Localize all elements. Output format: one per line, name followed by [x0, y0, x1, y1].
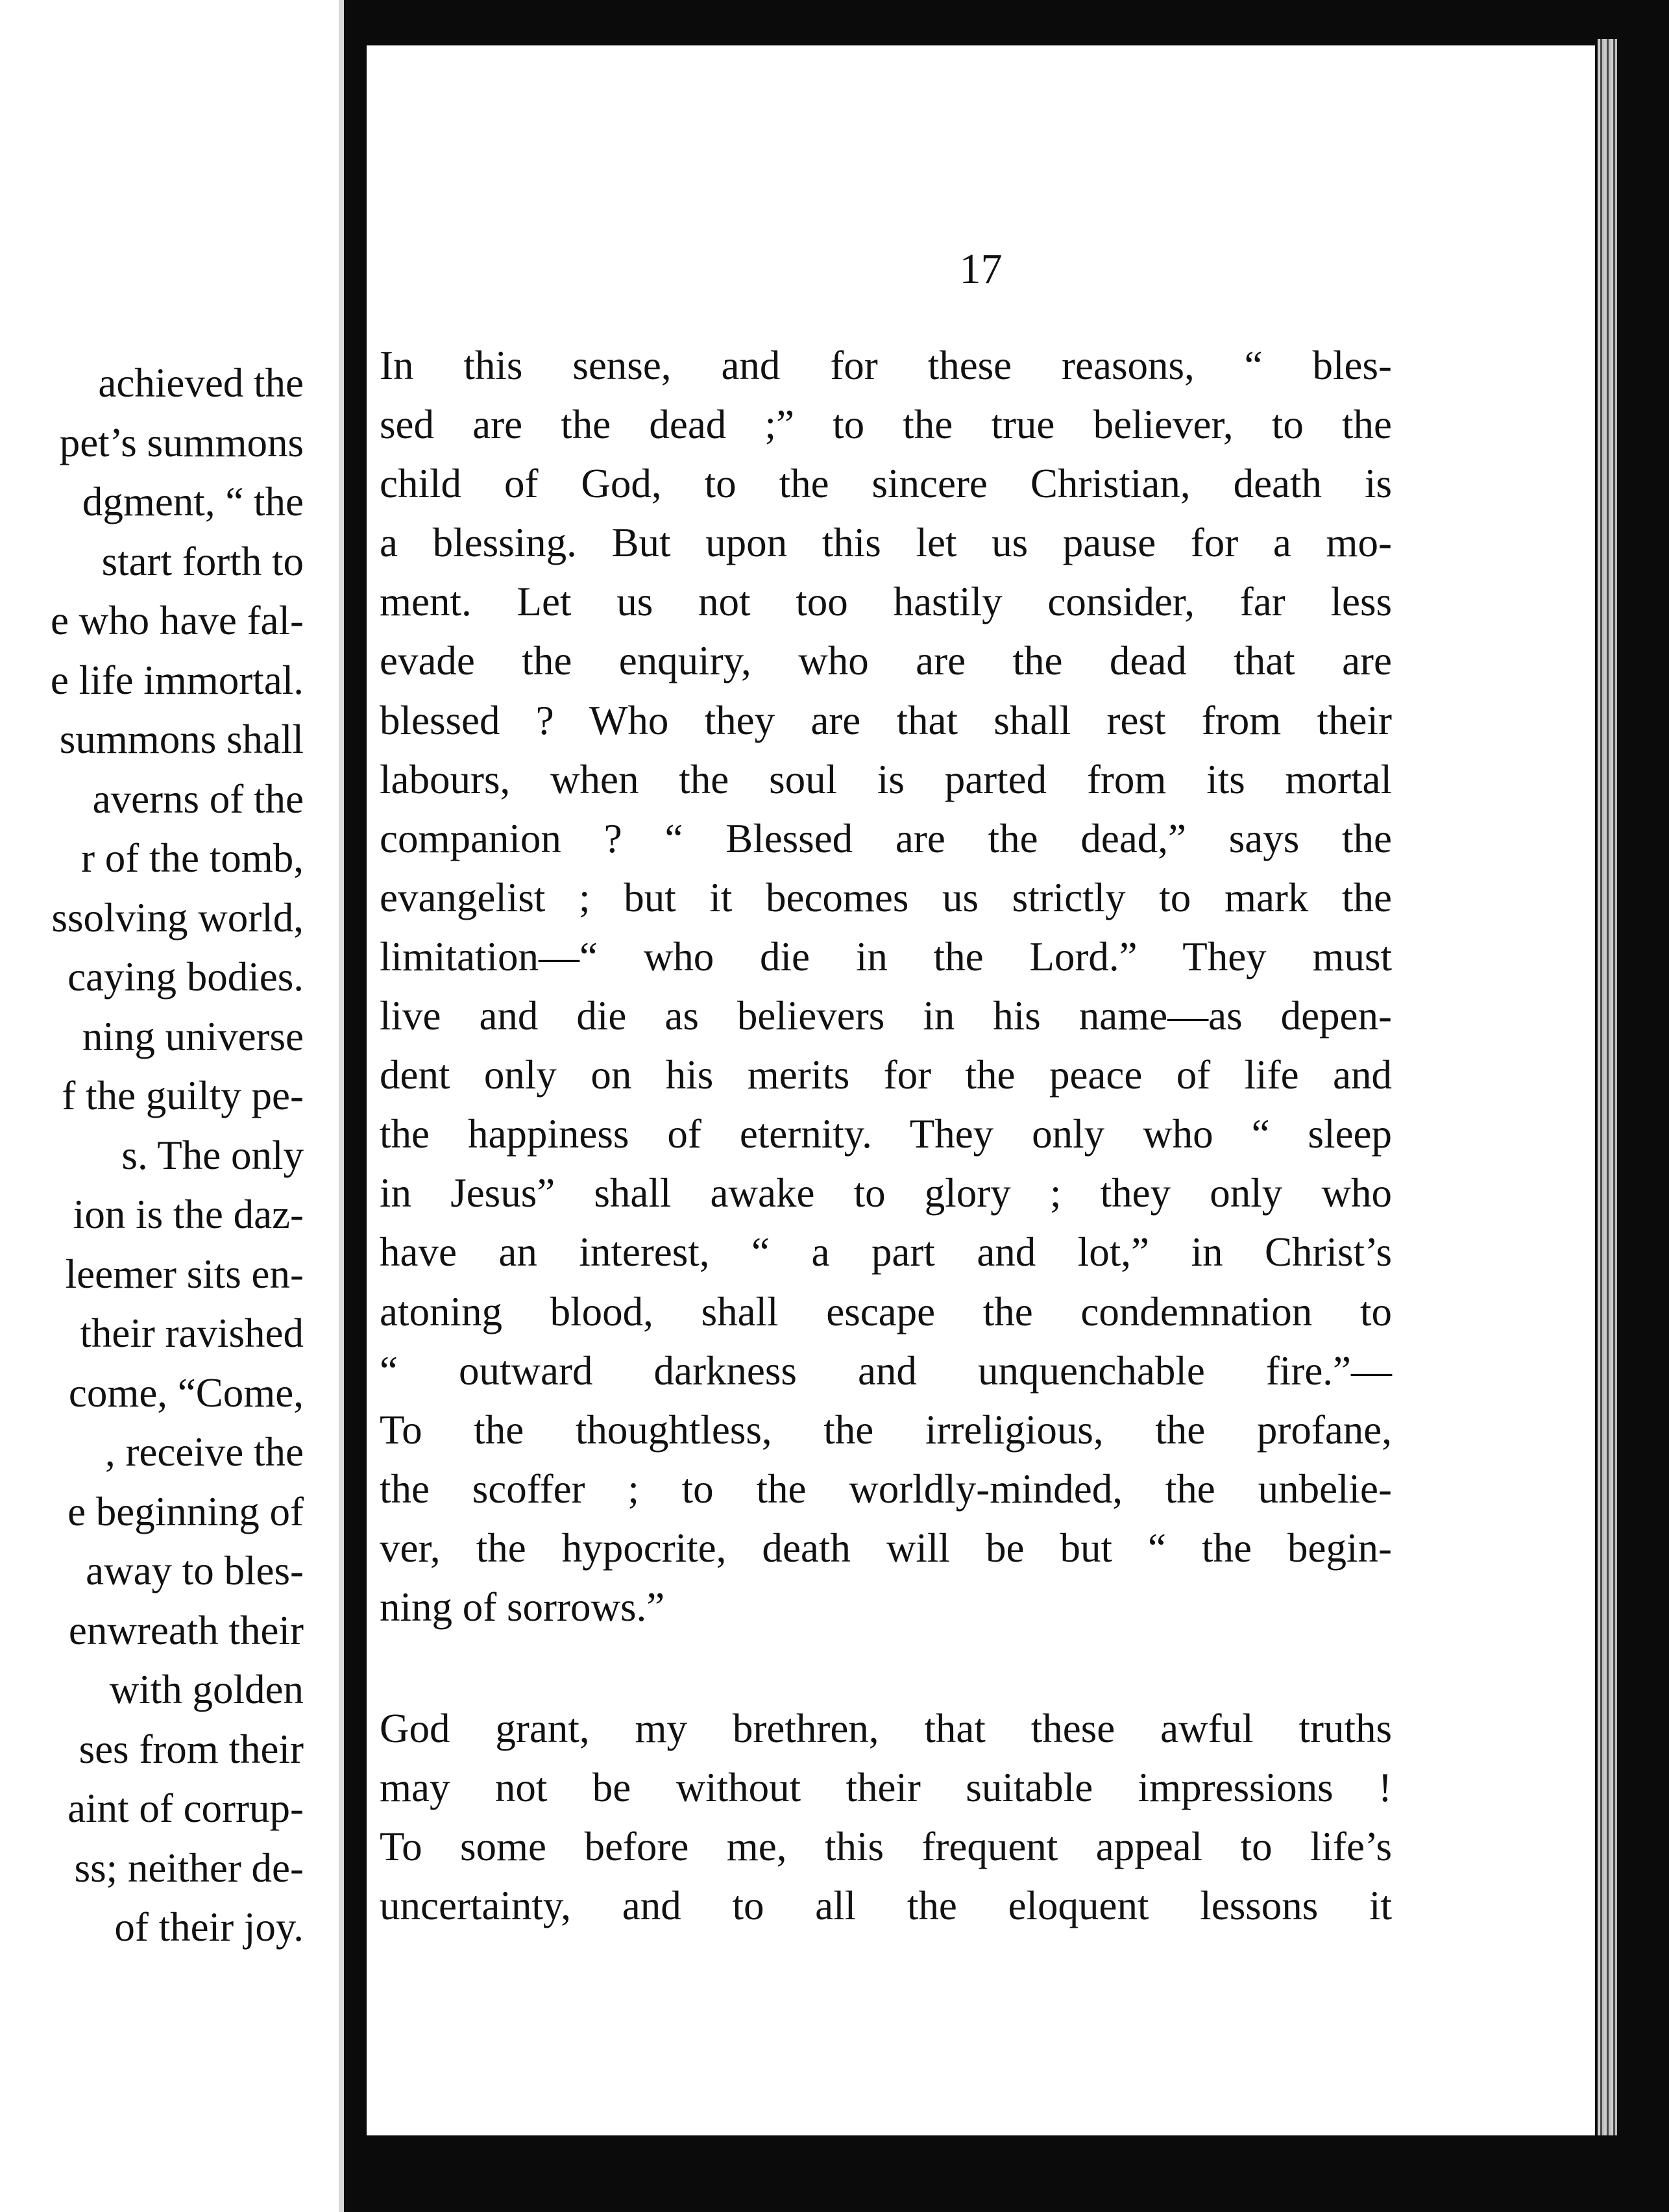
text-line: ses from their	[79, 1726, 304, 1772]
text-line: e life immortal.	[50, 657, 304, 703]
text-line: uncertainty, and to all the eloquent lessons it	[380, 1883, 1392, 1929]
text-line: the happiness of eternity. They only who “ sleep	[380, 1111, 1392, 1157]
text-line: caying bodies.	[67, 954, 304, 1000]
page-edge	[339, 0, 344, 2212]
text-line: live and die as believers in his name—as depen-	[380, 993, 1392, 1039]
text-line: To the thoughtless, the irreligious, the profane,	[380, 1407, 1392, 1453]
text-line: in Jesus” shall awake to glory ; they only who	[380, 1170, 1392, 1216]
page-stack-edge	[1598, 39, 1617, 2168]
previous-page-text	[0, 354, 304, 1958]
text-line: s. The only	[121, 1132, 304, 1178]
text-line: ment. Let us not too hastily consider, far less	[380, 579, 1392, 625]
paragraph	[380, 1699, 1392, 1936]
previous-page	[0, 0, 344, 2212]
text-line: ssolving world,	[51, 894, 304, 940]
text-line: , receive the	[104, 1429, 304, 1475]
book-edge	[1595, 0, 1669, 2212]
text-line: evade the enquiry, who are the dead that are	[380, 638, 1392, 684]
text-line: dgment, “ the	[82, 479, 304, 524]
text-line: a blessing. But upon this let us pause for a mo-	[380, 520, 1392, 566]
text-line: averns of the	[92, 776, 304, 822]
text-line: have an interest, “ a part and lot,” in Christ’s	[380, 1229, 1392, 1275]
text-line: blessed ? Who they are that shall rest from their	[380, 697, 1392, 743]
text-line: labours, when the soul is parted from its mortal	[380, 756, 1392, 802]
text-line: dent only on his merits for the peace of life and	[380, 1052, 1392, 1098]
page-number: 17	[959, 245, 1003, 293]
text-line: God grant, my brethren, that these awful truths	[380, 1706, 1392, 1751]
text-line: f the guilty pe-	[62, 1073, 304, 1118]
text-line: r of the tomb,	[81, 835, 304, 881]
text-line: ver, the hypocrite, death will be but “ the begin-	[380, 1525, 1392, 1571]
current-page	[367, 45, 1595, 2137]
text-line: To some before me, this frequent appeal to life’s	[380, 1824, 1392, 1870]
text-line: pet’s summons	[59, 419, 304, 465]
text-line: come, “Come,	[68, 1370, 304, 1416]
text-line: summons shall	[59, 717, 304, 762]
book-gutter	[344, 0, 367, 2212]
text-line: child of God, to the sincere Christian, death is	[380, 461, 1392, 507]
text-line: away to bles-	[86, 1548, 304, 1593]
text-line: start forth to	[101, 538, 304, 584]
text-line: e beginning of	[67, 1488, 304, 1534]
text-line: ning universe	[82, 1013, 304, 1059]
text-line: “ outward darkness and unquenchable fire.”—	[380, 1347, 1392, 1394]
text-line: ss; neither de-	[74, 1845, 304, 1891]
text-line: evangelist ; but it becomes us strictly to mark the	[380, 874, 1392, 920]
text-line: limitation—“ who die in the Lord.” They must	[380, 933, 1392, 979]
text-line: may not be without their suitable impressions !	[380, 1765, 1392, 1811]
text-line: achieved the	[98, 360, 304, 406]
text-line: of their joy.	[114, 1904, 304, 1950]
text-line: e who have fal-	[50, 598, 304, 643]
text-line: companion ? “ Blessed are the dead,” says the	[380, 815, 1392, 861]
text-line: sed are the dead ;” to the true believer, to the	[380, 402, 1392, 448]
text-line: aint of corrup-	[67, 1786, 304, 1831]
text-line: atoning blood, shall escape the condemnation to	[380, 1288, 1392, 1334]
text-line: enwreath their	[68, 1607, 304, 1653]
text-line: their ravished	[80, 1310, 304, 1356]
text-line: ion is the daz-	[73, 1192, 304, 1237]
text-line: ning of sorrows.”	[380, 1584, 665, 1630]
scan-border	[344, 2135, 1669, 2212]
text-line: leemer sits en-	[65, 1251, 304, 1297]
text-line: the scoffer ; to the worldly-minded, the unbelie-	[380, 1466, 1392, 1512]
text-line: with golden	[109, 1667, 304, 1712]
paragraph	[380, 336, 1392, 1637]
text-line: In this sense, and for these reasons, “ bles-	[380, 343, 1392, 388]
